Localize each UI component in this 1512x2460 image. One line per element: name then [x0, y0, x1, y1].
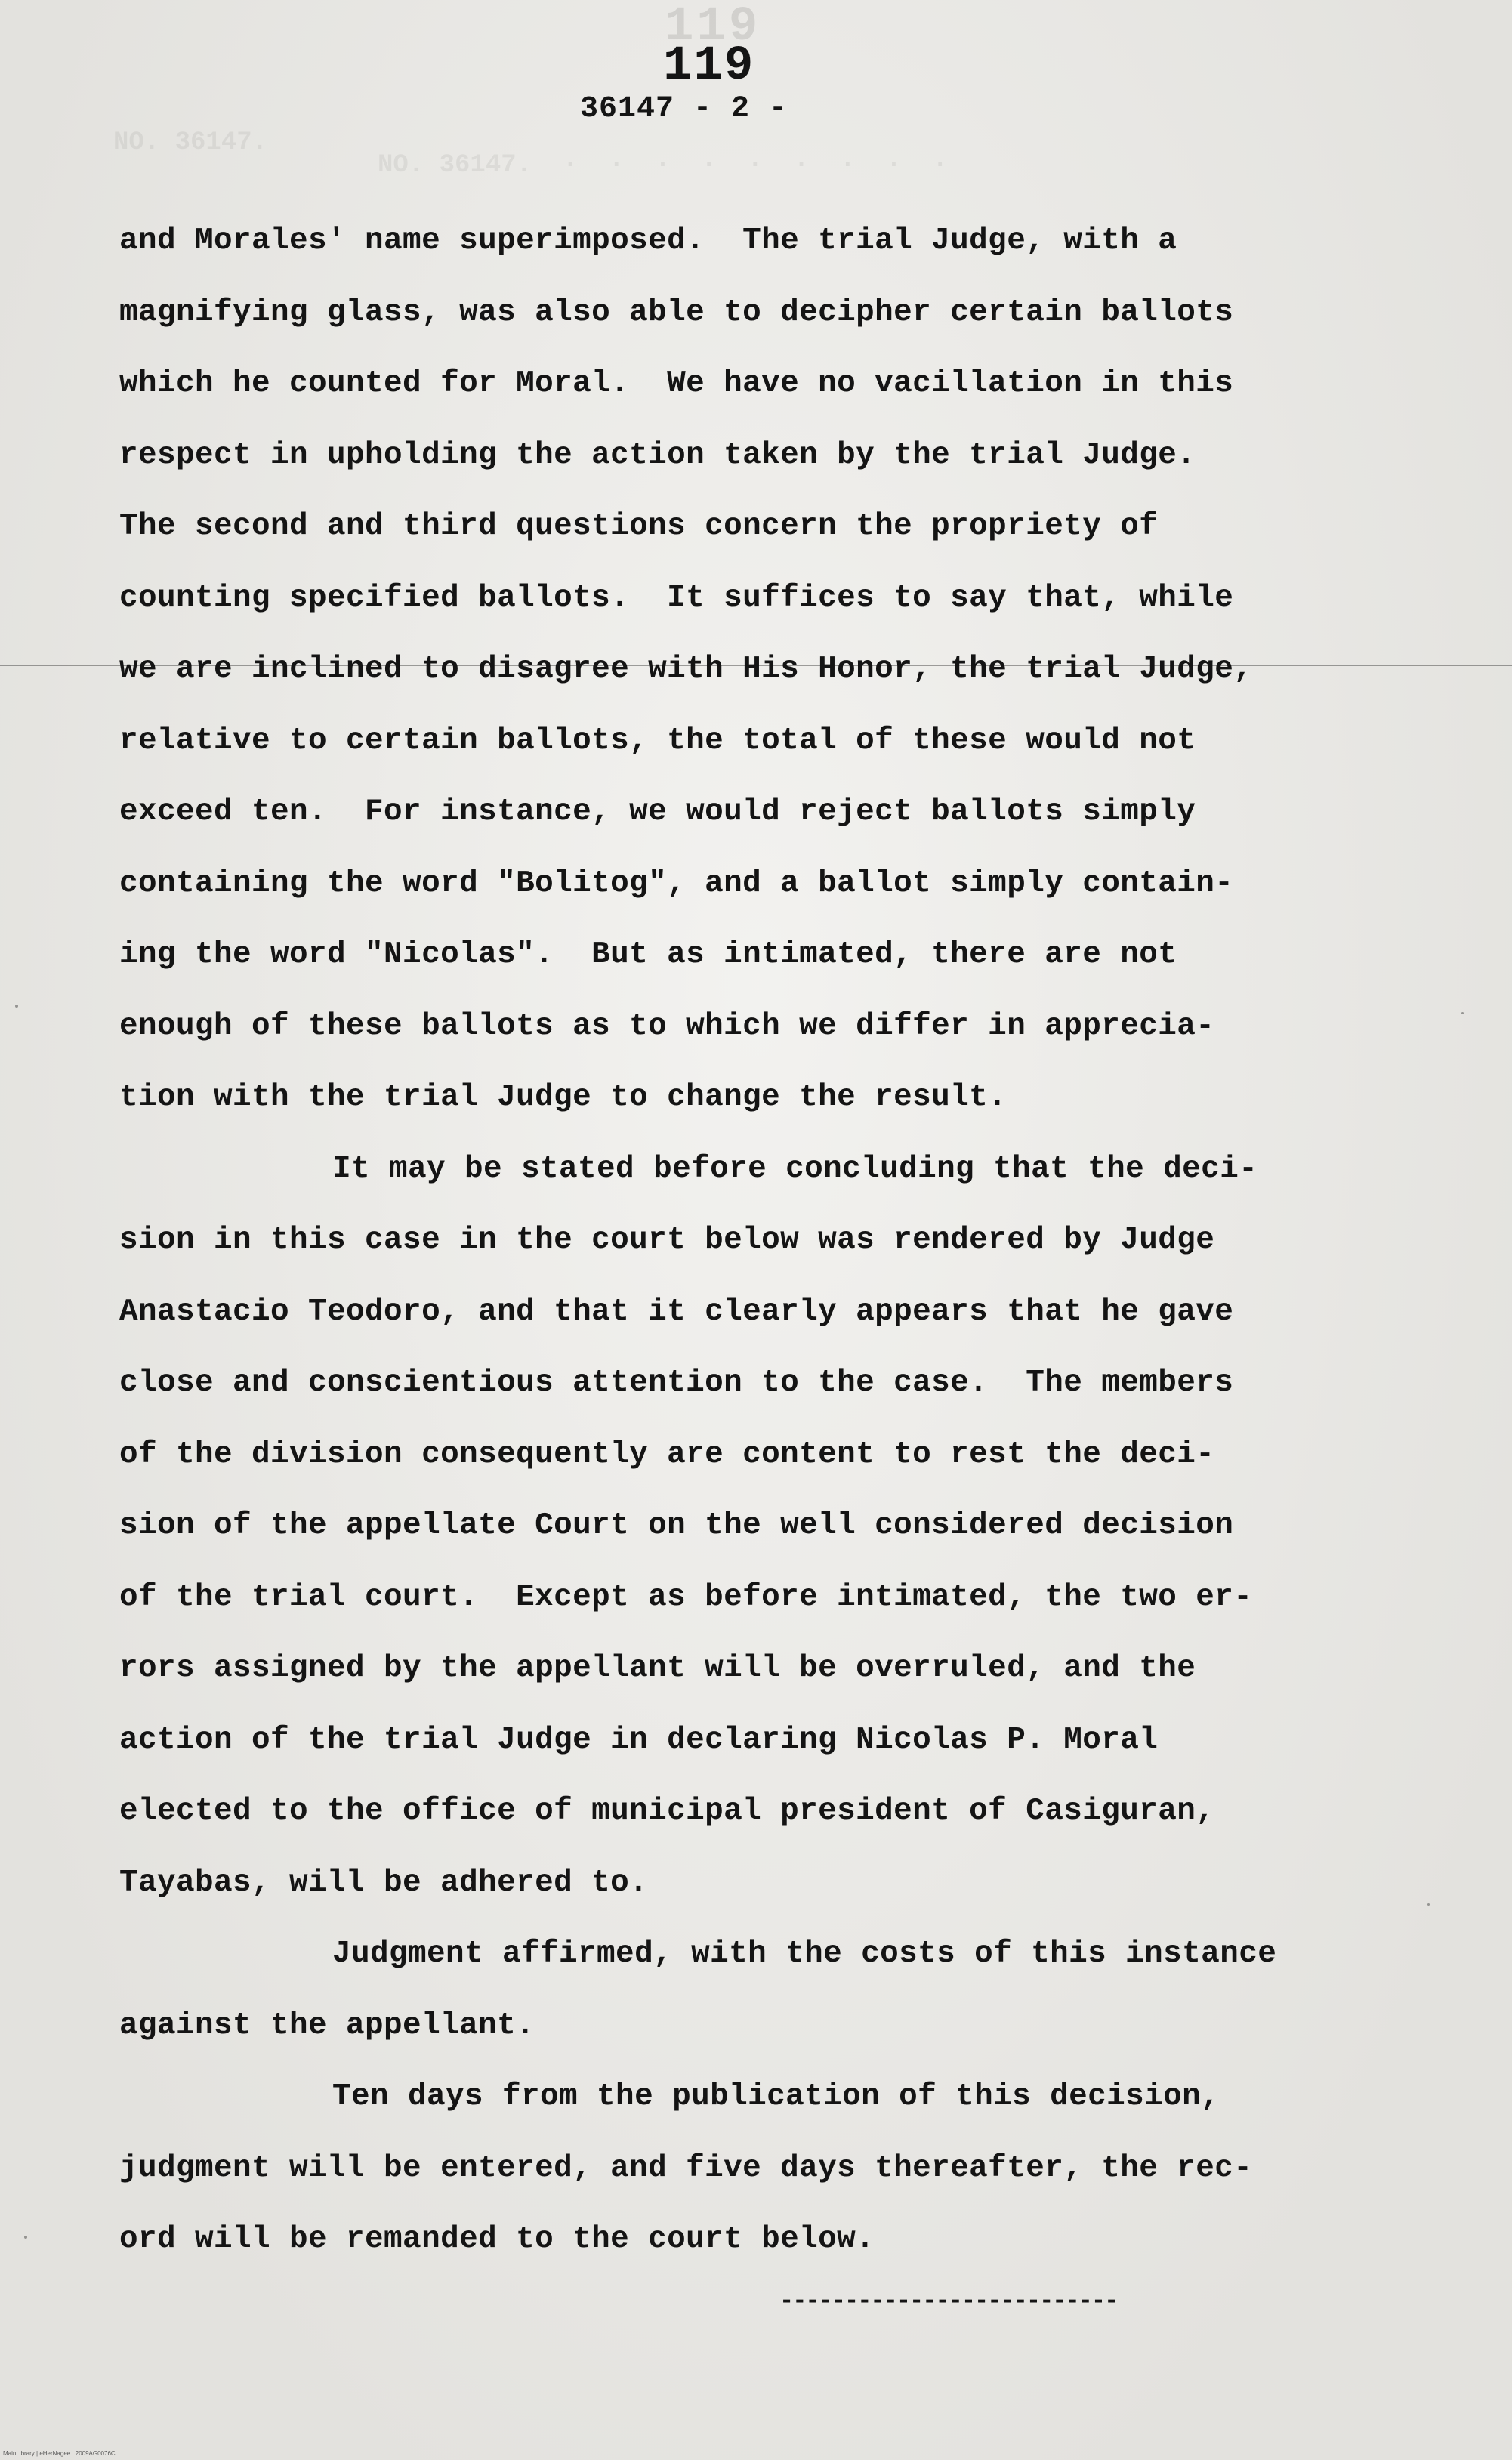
text-line: relative to certain ballots, the total of these would not	[119, 723, 1196, 758]
text-line: action of the trial Judge in declaring Nicolas P. Moral	[119, 1722, 1159, 1758]
scan-speck	[1461, 1012, 1464, 1014]
text-line: respect in upholding the action taken by the trial Judge.	[119, 437, 1196, 473]
text-line: ord will be remanded to the court below.	[119, 2222, 875, 2257]
text-line: tion with the trial Judge to change the result.	[119, 1080, 1007, 1115]
scan-speck	[24, 2236, 27, 2239]
text-line: containing the word "Bolitog", and a ballot simply contain-	[119, 866, 1234, 901]
bleed-through-text: NO. 36147.	[113, 128, 268, 157]
text-line: The second and third questions concern the propriety of	[119, 509, 1159, 544]
bleed-through-text: NO. 36147. · · · · · · · · ·	[378, 151, 948, 180]
text-line: against the appellant.	[119, 2008, 535, 2043]
paragraph-start-line: Judgment affirmed, with the costs of this instance	[332, 1937, 1277, 1971]
text-line: close and conscientious attention to the case. The members	[119, 1366, 1234, 1400]
text-line: rors assigned by the appellant will be overruled, and the	[119, 1651, 1196, 1686]
text-line: judgment will be entered, and five days thereafter, the rec-	[119, 2150, 1253, 2186]
text-line: sion in this case in the court below was rendered by Judge	[119, 1223, 1215, 1258]
decision-text	[119, 205, 1403, 2276]
text-line: Anastacio Teodoro, and that it clearly appears that he gave	[119, 1294, 1234, 1329]
text-line: Tayabas, will be adhered to.	[119, 1865, 649, 1900]
scan-speck	[1427, 1903, 1430, 1906]
text-line: elected to the office of municipal president of Casiguran,	[119, 1794, 1215, 1829]
paragraph-start-line: Ten days from the publication of this decision,	[332, 2079, 1220, 2114]
text-line: of the trial court. Except as before intimated, the two er-	[119, 1579, 1253, 1615]
text-line: sion of the appellate Court on the well considered decision	[119, 1508, 1234, 1543]
text-line: ing the word "Nicolas". But as intimated, there are not	[119, 937, 1177, 972]
text-line: magnifying glass, was also able to decipher certain ballots	[119, 295, 1234, 330]
text-line: of the division consequently are content to rest the deci-	[119, 1437, 1215, 1472]
paragraph-start-line: It may be stated before concluding that the deci-	[332, 1151, 1258, 1187]
text-line: exceed ten. For instance, we would reject ballots simply	[119, 795, 1196, 829]
text-line: and Morales' name superimposed. The trial Judge, with a	[119, 224, 1177, 258]
text-line: we are inclined to disagree with His Honor, the trial Judge,	[119, 652, 1253, 687]
closing-rule: --------------------------	[779, 2287, 1118, 2315]
text-line: which he counted for Moral. We have no vacillation in this	[119, 366, 1234, 401]
text-line: enough of these ballots as to which we differ in apprecia-	[119, 1008, 1215, 1044]
scan-footer-id: MainLibrary | eHerNagee | 2009AG0076C	[3, 2450, 116, 2457]
document-reference: 36147 - 2 -	[580, 92, 788, 126]
scan-speck	[15, 1005, 18, 1008]
page-number: 119	[663, 39, 755, 94]
text-line: counting specified ballots. It suffices to say that, while	[119, 580, 1234, 616]
bleed-through-number: 119	[665, 0, 761, 54]
